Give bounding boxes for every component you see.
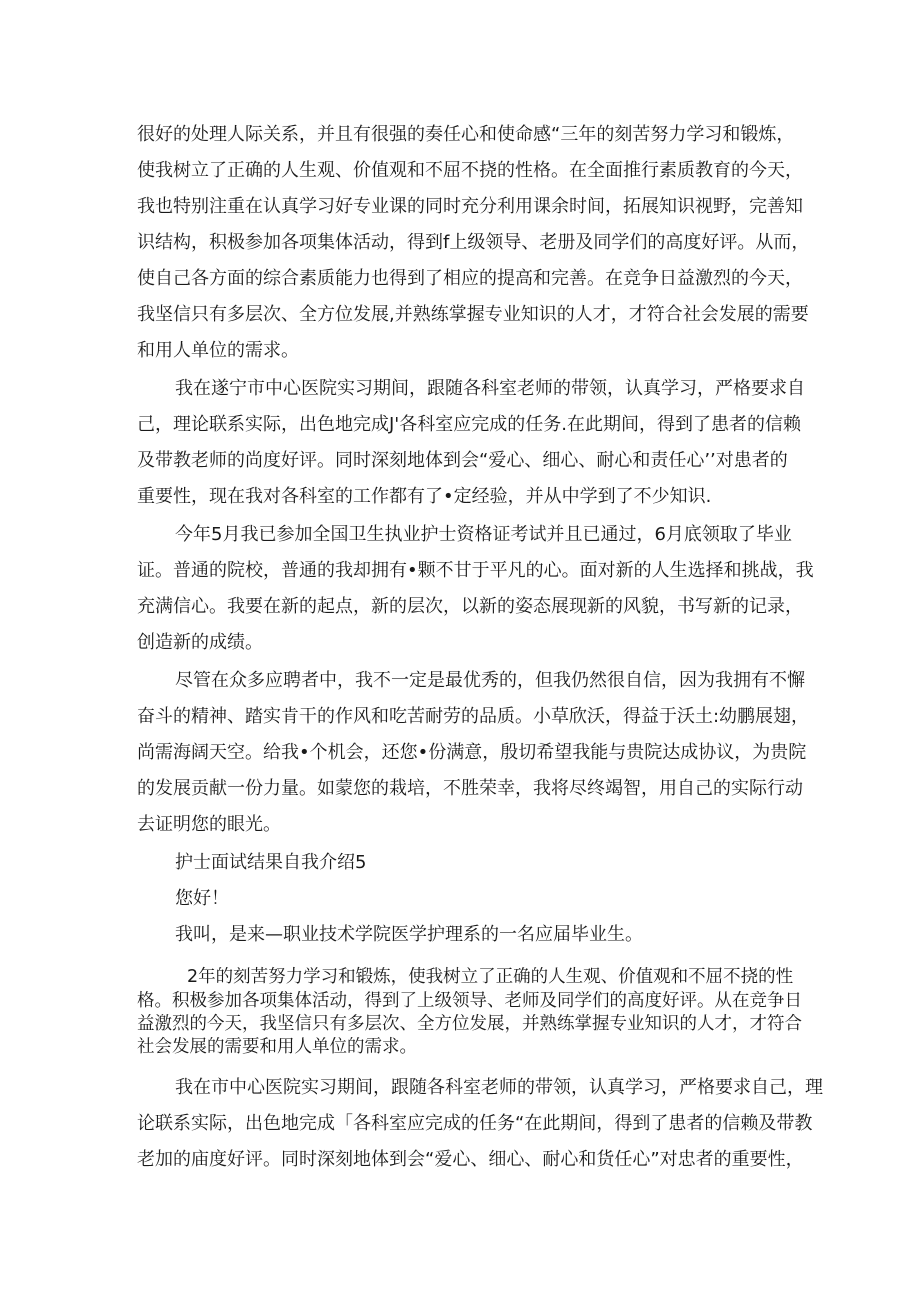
paragraph-line: 重要性，现在我对各科室的工作都有了•定经验，并从中学到了不少知识.	[137, 486, 712, 507]
greeting: 您好！	[175, 888, 229, 909]
section-heading: 护士面试结果自我介绍5	[175, 852, 367, 873]
paragraph-line: 益激烈的今天，我坚信只有多层次、全方位发展，并熟练掌握专业知识的人才，才符合	[137, 1014, 802, 1034]
paragraph-line: 使我树立了正确的人生观、价值观和不屈不挠的性格。在全面推行素质教育的今天，	[137, 160, 803, 181]
paragraph-line: 我坚信只有多层次、全方位发展,并熟练掌握专业知识的人才，才符合社会发展的需要	[137, 304, 809, 325]
paragraph-line: 2年的刻苦努力学习和锻炼，使我树立了正确的人生观、价值观和不屈不挠的性	[187, 967, 794, 987]
paragraph-line: 及带教老师的尚度好评。同时深刻地体到会“爱心、细心、耐心和责任心’’对患者的	[137, 450, 788, 471]
paragraph-line: 奋斗的精神、踏实肯干的作风和吃苦耐劳的品质。小草欣沃，得益于沃土:幼鹏展翅，	[137, 706, 810, 727]
paragraph-line: 尽管在众多应聘者中，我不一定是最优秀的，但我仍然很自信，因为我拥有不懈	[175, 670, 805, 691]
paragraph-line: 充满信心。我要在新的起点，新的层次，以新的姿态展现新的风貌，书写新的记录，	[137, 596, 803, 617]
paragraph-line: 证。普通的院校，普通的我却拥有•颗不甘于平凡的心。面对新的人生选择和挑战，我	[137, 560, 814, 581]
paragraph-line: 很好的处理人际关系，并且有很强的奏任心和使命感“三年的刻苦努力学习和锻炼，	[137, 124, 795, 145]
intro-line: 我叫，是来—职业技术学院医学护理系的一名应届毕业生。	[175, 924, 643, 945]
paragraph-line: 社会发展的需要和用人单位的需求。	[137, 1037, 417, 1057]
paragraph-line: 的发展贡献一份力量。如蒙您的栽培，不胜荣幸，我将尽终竭智，用自己的实际行动	[137, 778, 803, 799]
paragraph-line: 我也特别注重在认真学习好专业课的同时充分利用课余时间，拓展知识视野，完善知	[137, 196, 803, 217]
paragraph-line: 和用人单位的需求。	[137, 340, 299, 361]
paragraph-line: 使自己各方面的综合素质能力也得到了相应的提高和完善。在竞争日益激烈的今天，	[137, 268, 803, 289]
paragraph-line: 老加的庙度好评。同时深刻地体到会“爱心、细心、耐心和货任心”对忠者的重要性，	[137, 1149, 804, 1170]
paragraph-line: 尚需海阔天空。给我•个机会，还您•份满意，殷切希望我能与贵院达成协议，为贵院	[137, 742, 807, 763]
paragraph-line: 创造新的成绩。	[137, 632, 263, 653]
paragraph-line: 我在遂宁市中心医院实习期间，跟随各科室老师的带领，认真学习，严格要求自	[175, 378, 805, 399]
paragraph-line: 去证明您的眼光。	[137, 814, 281, 835]
paragraph-line: 识结构，积极参加各项集体活动，得到f上级领导、老册及同学们的高度好评。从而，	[137, 232, 810, 253]
paragraph-line: 我在市中心医院实习期间，跟随各科室老师的带领，认真学习，严格要求自己，理	[175, 1077, 823, 1098]
paragraph-line: 今年5月我已参加全国卫生执业护士资格证考试并且已通过，6月底领取了毕业	[175, 524, 792, 545]
paragraph-line: 论联系实际，出色地完成「各科室应完成的任务“在此期间，得到了患者的信赖及带教	[137, 1113, 813, 1134]
paragraph-line: 格。积极参加各项集体活动，得到了上级领导、老师及同学们的高度好评。从在竞争日	[137, 991, 802, 1011]
paragraph-line: 己，理论联系实际，出色地完成J'各科室应完成的任务.在此期间，得到了患者的信赖	[137, 414, 801, 435]
